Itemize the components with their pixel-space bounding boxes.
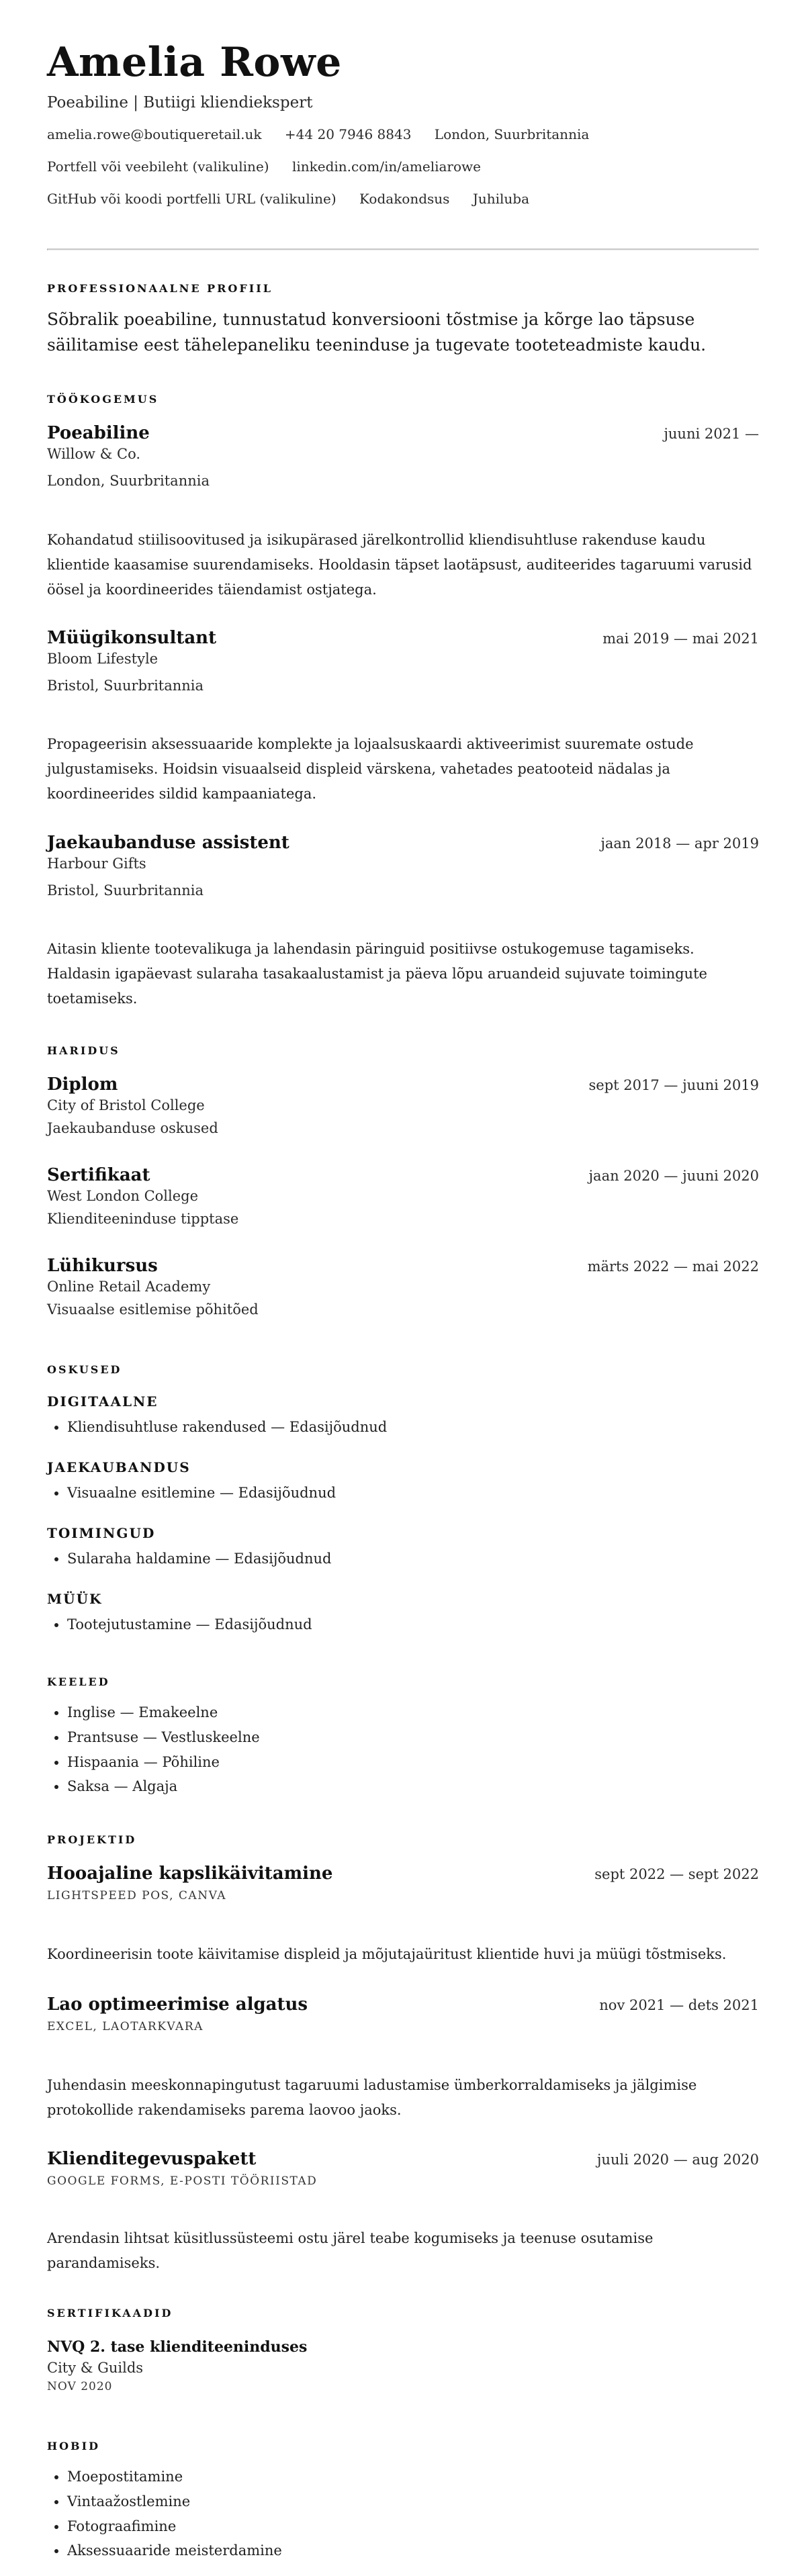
language-item: • Hispaania — Põhiline [67, 1750, 759, 1775]
skills-section-title [47, 1363, 759, 1376]
skill-list [47, 1547, 759, 1571]
skill-item: • Kliendisuhtluse rakendused — Edasijõudnud [67, 1415, 759, 1440]
project-name: Klienditegevuspakett [47, 2149, 257, 2169]
edu-school: City of Bristol College [47, 1097, 205, 1113]
edu-degree: Diplom [47, 1074, 118, 1095]
experience-item [47, 628, 759, 694]
project-description: Arendasin lihtsat küsitlussüsteemi ostu järel teabe kogumiseks ja teenuse osutamise parandamiseks. [47, 2230, 654, 2271]
project-tech: EXCEL, LAOTARKVARA [47, 2020, 204, 2033]
job-role: Jaekaubanduse assistent [47, 833, 289, 853]
projects-section-title [47, 1833, 759, 1846]
job-date: mai 2019 — mai 2021 [602, 631, 759, 647]
job-location: Bristol, Suurbritannia [47, 678, 204, 694]
project-item [47, 1994, 759, 2033]
experience-item [47, 423, 759, 489]
edu-degree: Sertifikaat [47, 1165, 150, 1185]
certifications-title: SERTIFIKAADID [47, 2307, 173, 2319]
skill-group [47, 1393, 759, 1440]
edu-school: West London College [47, 1188, 199, 1204]
edu-date: sept 2017 — juuni 2019 [588, 1077, 759, 1093]
project-date: sept 2022 — sept 2022 [594, 1866, 759, 1882]
language-item: • Saksa — Algaja [67, 1774, 759, 1799]
skill-group [47, 1459, 759, 1506]
skill-list [47, 1481, 759, 1506]
hobbies-title: HOBID [47, 2440, 100, 2452]
contact-citizenship: Kodakondsus [359, 191, 450, 207]
language-list [47, 1700, 759, 1799]
education-section-title [47, 1044, 759, 1057]
job-company: Willow & Co. [47, 446, 141, 462]
header-divider [47, 248, 759, 250]
languages-title: KEELED [47, 1675, 110, 1688]
edu-field: Klienditeeninduse tipptase [47, 1211, 239, 1227]
education-item [47, 1074, 759, 1136]
contact-portfolio[interactable]: Portfell või veebileht (valikuline) [47, 158, 269, 175]
summary-text: Sõbralik poeabiline, tunnustatud konversiooni tõstmise ja kõrge lao täpsuse säilitamise eest tähelepaneliku teeninduse ja tugevate tooteteadmiste kaudu. [47, 310, 707, 355]
skill-category: TOIMINGUD [47, 1525, 156, 1541]
cert-issuer: City & Guilds [47, 2360, 144, 2376]
job-company: Harbour Gifts [47, 856, 146, 872]
skill-list [47, 1612, 759, 1637]
project-description: Koordineerisin toote käivitamise displeid ja mõjutajaüritust klientide huvi ja müügi tõstmiseks. [47, 1946, 727, 1962]
project-name: Lao optimeerimise algatus [47, 1994, 308, 2015]
project-tech: LIGHTSPEED POS, CANVA [47, 1889, 226, 1902]
project-item [47, 2149, 759, 2188]
cert-date: NOV 2020 [47, 2380, 113, 2393]
skill-item: • Tootejutustamine — Edasijõudnud [67, 1612, 759, 1637]
hobby-list [47, 2465, 759, 2563]
job-role: Müügikonsultant [47, 628, 217, 648]
job-location: Bristol, Suurbritannia [47, 882, 204, 899]
hobby-item: • Fotograafimine [67, 2514, 759, 2539]
edu-date: jaan 2020 — juuni 2020 [588, 1168, 759, 1184]
skill-group [47, 1591, 759, 1637]
contact-line-1 [47, 126, 759, 142]
skill-category: JAEKAUBANDUS [47, 1459, 191, 1475]
skill-list [47, 1415, 759, 1440]
hobby-item: • Aksessuaaride meisterdamine [67, 2538, 759, 2563]
job-description: Kohandatud stiilisoovitused ja isikupärased järelkontrollid kliendisuhtluse rakenduse kaudu klientide kaasamise suurendamiseks. Hooldasin täpset laotäpsust, auditeerides tagaruumi varusid öösel ja koordineerides täiendamist ostjatega. [47, 532, 752, 598]
resume-header [47, 40, 759, 207]
cert-name: NVQ 2. tase klienditeeninduses [47, 2338, 308, 2356]
summary-section [47, 282, 759, 357]
contact-driving-license: Juhiluba [472, 191, 529, 207]
job-description: Aitasin kliente tootevalikuga ja lahendasin päringuid positiivse ostukogemuse tagamiseks. Haldasin igapäevast sularaha tasakaalustamist ja päeva lõpu aruandeid sujuvate toimingute toetamiseks. [47, 941, 707, 1007]
summary-title: PROFESSIONAALNE PROFIIL [47, 282, 273, 295]
job-date: jaan 2018 — apr 2019 [600, 835, 759, 852]
edu-degree: Lühikursus [47, 1256, 158, 1276]
education-item [47, 1165, 759, 1227]
contact-github[interactable]: GitHub või koodi portfelli URL (valikuline) [47, 191, 337, 207]
projects-title: PROJEKTID [47, 1833, 137, 1846]
contact-email[interactable]: amelia.rowe@boutiqueretail.uk [47, 126, 262, 142]
job-description: Propageerisin aksessuaaride komplekte ja lojaalsuskaardi aktiveerimist suuremate ostude julgustamiseks. Hoidsin visuaalseid displeid värskena, vahetades peatooteid nädalas ja koordineerides sildid kampaaniatega. [47, 736, 694, 802]
skill-item: • Visuaalne esitlemine — Edasijõudnud [67, 1481, 759, 1506]
hobby-item: • Vintaažostlemine [67, 2489, 759, 2514]
education-title: HARIDUS [47, 1044, 120, 1057]
hobby-item: • Moepostitamine [67, 2465, 759, 2489]
experience-section-title [47, 393, 759, 406]
skill-category: DIGITAALNE [47, 1393, 159, 1410]
job-role: Poeabiline [47, 423, 150, 443]
candidate-name: Amelia Rowe [47, 39, 342, 86]
contact-linkedin[interactable]: linkedin.com/in/ameliarowe [292, 158, 481, 175]
languages-section [47, 1675, 759, 1799]
experience-item [47, 833, 759, 899]
project-item [47, 1864, 759, 1902]
skills-title: OSKUSED [47, 1363, 122, 1376]
skill-category: MÜÜK [47, 1591, 103, 1607]
job-company: Bloom Lifestyle [47, 651, 159, 667]
edu-field: Jaekaubanduse oskused [47, 1120, 218, 1136]
edu-field: Visuaalse esitlemise põhitõed [47, 1301, 259, 1318]
experience-title: TÖÖKOGEMUS [47, 393, 159, 406]
project-name: Hooajaline kapslikäivitamine [47, 1864, 333, 1884]
job-location: London, Suurbritannia [47, 473, 210, 489]
education-item [47, 1256, 759, 1318]
project-description: Juhendasin meeskonnapingutust tagaruumi ladustamise ümberkorraldamiseks ja jälgimise protokollide rakendamiseks parema laovoo jaoks. [47, 2077, 697, 2118]
project-date: juuli 2020 — aug 2020 [596, 2152, 759, 2168]
project-date: nov 2021 — dets 2021 [599, 1997, 759, 2013]
edu-school: Online Retail Academy [47, 1279, 211, 1295]
contact-line-3 [47, 191, 759, 207]
job-date: juuni 2021 — [664, 426, 759, 442]
skill-item: • Sularaha haldamine — Edasijõudnud [67, 1547, 759, 1571]
certifications-section [47, 2307, 759, 2393]
language-item: • Inglise — Emakeelne [67, 1700, 759, 1725]
contact-phone[interactable]: +44 20 7946 8843 [284, 126, 412, 142]
edu-date: märts 2022 — mai 2022 [587, 1258, 759, 1275]
contact-line-2 [47, 158, 759, 175]
hobbies-section [47, 2440, 759, 2563]
project-tech: GOOGLE FORMS, E-POSTI TÖÖRIISTAD [47, 2174, 318, 2188]
language-item: • Prantsuse — Vestluskeelne [67, 1725, 759, 1750]
skill-group [47, 1525, 759, 1571]
contact-location: London, Suurbritannia [434, 126, 590, 142]
candidate-headline: Poeabiline | Butiigi kliendiekspert [47, 94, 313, 111]
